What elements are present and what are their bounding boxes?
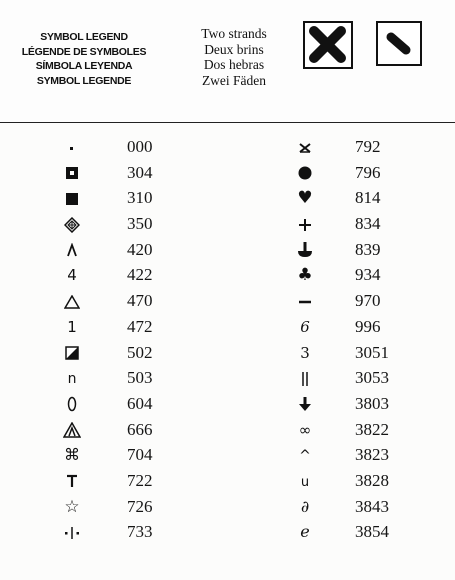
strands-german: Zwei Fäden [201,72,267,88]
command-loop-icon: ⌘ [64,445,80,465]
floss-code: 704 [127,445,153,465]
floss-code: 350 [127,214,153,234]
floss-code: 502 [127,342,153,362]
floss-code: 970 [355,291,381,311]
floss-code: 604 [127,393,153,413]
small-u-icon: u [300,474,310,490]
strands-english: Two strands [201,26,267,41]
floss-code: 934 [355,265,381,285]
floss-code: 792 [355,137,381,156]
title-german: SYMBOL LEGENDE [36,74,132,87]
floss-code: 3854 [355,522,389,542]
floss-code: 000 [127,137,153,156]
legend-title [14,30,154,88]
script-e-icon: e [300,522,310,542]
triangle-with-a-icon [57,420,87,439]
cross-stitch-icon [303,21,353,69]
strands-note [185,26,283,88]
floss-code: 839 [355,239,381,259]
double-bar-icon [290,368,320,387]
floss-code: 796 [355,162,381,182]
star-outline-icon: ☆ [64,496,80,517]
title-french: LÉGENDE DE SYMBOLES [21,45,147,58]
floss-code: 310 [127,188,153,208]
strands-spanish: Dos hebras [203,57,265,72]
dotted-bar-icon [57,522,87,541]
down-arrow-icon [290,394,320,413]
bowtie-icon [290,137,320,156]
floss-code: 3843 [355,496,389,516]
spiral-d-icon: ∂ [300,496,310,516]
small-dot-icon [57,137,87,156]
floss-code: 996 [355,316,381,336]
floss-code: 814 [355,188,381,208]
four-icon: 4 [67,266,77,285]
caret-a-icon [57,240,87,259]
triangle-outline-icon [57,291,87,310]
anchor-spade-icon [290,240,320,260]
half-stitch-icon [376,21,422,66]
strands-french: Deux brins [204,41,264,57]
floss-code: 834 [355,214,381,234]
floss-code: 304 [127,162,153,182]
floss-code: 3823 [355,445,389,465]
floss-code: 3051 [355,342,389,362]
diamond-cross-icon [57,214,87,233]
floss-code: 420 [127,239,153,259]
club-icon: ♣ [297,265,313,286]
heart-icon: ♥ [297,188,313,209]
filled-square-icon [57,188,87,207]
floss-code: 3053 [355,368,389,388]
floss-code: 3822 [355,419,389,439]
title-spanish: SÍMBOLA LEYENDA [35,60,133,72]
legend-header [0,0,455,123]
title-english: SYMBOL LEGEND [40,31,128,43]
floss-code: 503 [127,368,153,388]
floss-code: 422 [127,265,153,285]
six-icon: 6 [300,317,310,336]
caret-icon: ^ [299,448,311,465]
floss-code: 472 [127,316,153,336]
one-icon: 1 [67,317,77,336]
floss-code: 666 [127,419,153,439]
filled-circle-icon [290,163,320,182]
zero-oval-icon [57,394,87,413]
tee-icon [57,471,87,490]
floss-code: 733 [127,522,153,542]
small-n-icon: n [67,371,77,388]
dash-icon [290,291,320,310]
floss-code: 726 [127,496,153,516]
floss-code: 3828 [355,470,389,490]
plus-icon [290,214,320,233]
square-with-hole-icon [57,163,87,182]
infinity-icon: ∞ [298,420,312,439]
three-icon: 3 [300,343,310,362]
half-filled-square-icon [57,343,87,362]
floss-code: 722 [127,470,153,490]
floss-code: 3803 [355,393,389,413]
floss-code: 470 [127,291,153,311]
